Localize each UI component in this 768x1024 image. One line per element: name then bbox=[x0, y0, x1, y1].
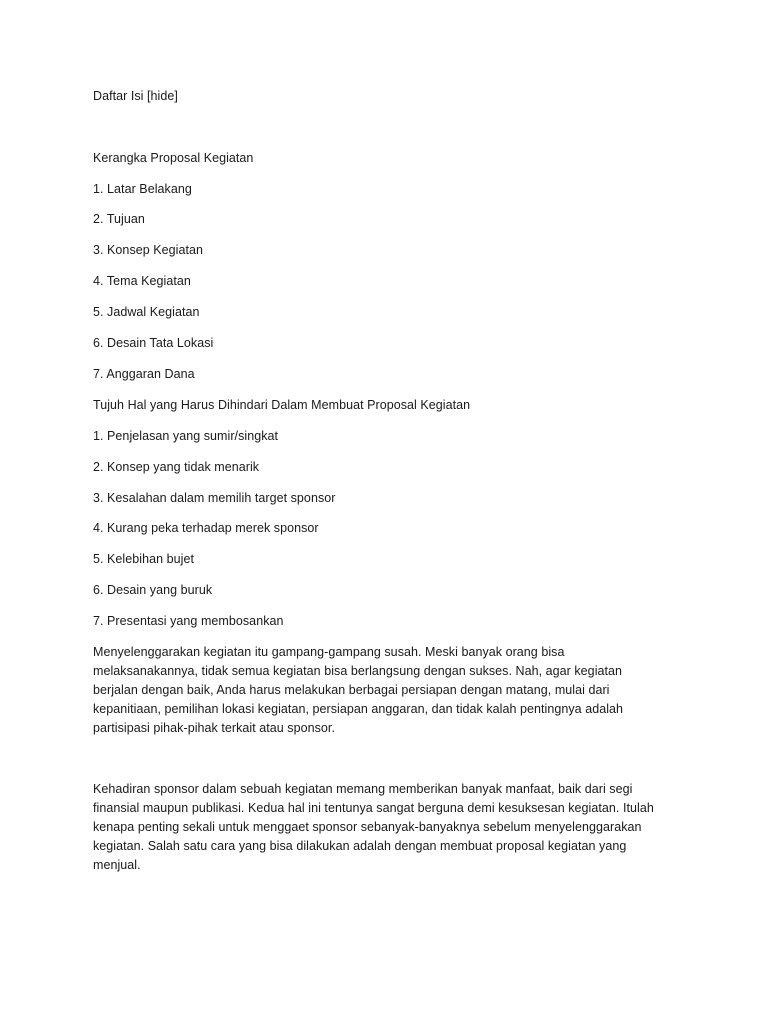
paragraph-line: kegiatan. Salah satu cara yang bisa dilakukan adalah dengan membuat proposal kegiatan yang bbox=[93, 839, 627, 853]
list-item: 7. Anggaran Dana bbox=[93, 367, 195, 381]
paragraph-line: melaksanakannya, tidak semua kegiatan bisa berlangsung dengan sukses. Nah, agar kegiatan bbox=[93, 664, 623, 678]
paragraph-line: Menyelenggarakan kegiatan itu gampang-gampang susah. Meski banyak orang bisa bbox=[93, 645, 565, 659]
section-heading-tujuh-hal: Tujuh Hal yang Harus Dihindari Dalam Membuat Proposal Kegiatan bbox=[93, 398, 471, 412]
list-item: 2. Tujuan bbox=[93, 212, 145, 226]
list-item: 4. Kurang peka terhadap merek sponsor bbox=[93, 521, 319, 535]
paragraph-line: berjalan dengan baik, Anda harus melakukan berbagai persiapan dengan matang, mulai dari bbox=[93, 683, 610, 697]
intro-paragraph bbox=[93, 643, 641, 738]
list-item: 4. Tema Kegiatan bbox=[93, 274, 191, 288]
list-item: 6. Desain Tata Lokasi bbox=[93, 336, 214, 350]
list-item: 7. Presentasi yang membosankan bbox=[93, 614, 284, 628]
list-item: 5. Jadwal Kegiatan bbox=[93, 305, 200, 319]
list-item: 2. Konsep yang tidak menarik bbox=[93, 460, 260, 474]
paragraph-line: kepanitiaan, pemilihan lokasi kegiatan, persiapan anggaran, dan tidak kalah pentingnya adalah bbox=[93, 702, 624, 716]
paragraph-line: menjual. bbox=[93, 858, 141, 872]
list-item: 5. Kelebihan bujet bbox=[93, 552, 194, 566]
sponsor-paragraph bbox=[93, 780, 654, 875]
list-item: 1. Latar Belakang bbox=[93, 182, 192, 196]
paragraph-line: partisipasi pihak-pihak terkait atau sponsor. bbox=[93, 721, 335, 735]
paragraph-line: kenapa penting sekali untuk menggaet sponsor sebanyak-banyaknya sebelum menyelenggarakan bbox=[93, 820, 642, 834]
list-item: 6. Desain yang buruk bbox=[93, 583, 213, 597]
paragraph-line: finansial maupun publikasi. Kedua hal ini tentunya sangat berguna demi kesuksesan kegiatan. Itulah bbox=[93, 801, 654, 815]
list-item: 3. Konsep Kegiatan bbox=[93, 243, 204, 257]
toc-label[interactable]: Daftar Isi [hide] bbox=[93, 89, 178, 103]
list-item: 1. Penjelasan yang sumir/singkat bbox=[93, 429, 279, 443]
section-heading-kerangka: Kerangka Proposal Kegiatan bbox=[93, 151, 254, 165]
list-item: 3. Kesalahan dalam memilih target sponsor bbox=[93, 491, 336, 505]
paragraph-line: Kehadiran sponsor dalam sebuah kegiatan memang memberikan banyak manfaat, baik dari segi bbox=[93, 782, 633, 796]
